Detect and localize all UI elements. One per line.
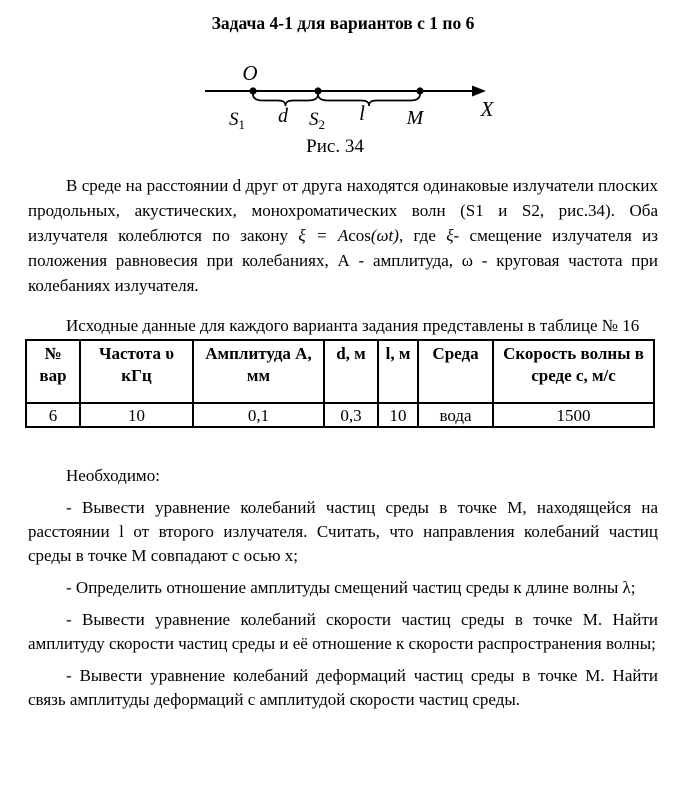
figure-label-x-axis: X: [480, 97, 494, 121]
formula-omega-t: (ωt): [370, 226, 399, 245]
header-variant-number: № вар: [26, 340, 80, 403]
formula-xi-symbol: ξ: [446, 226, 454, 245]
header-frequency: Частота υ кГц: [80, 340, 193, 403]
cell-l-m: 10: [378, 403, 418, 427]
s1-base: S: [229, 109, 239, 130]
figure-caption: Рис. 34: [306, 136, 364, 156]
axis-figure-svg: [28, 56, 658, 156]
s2-base: S: [309, 109, 319, 130]
figure-label-d: d: [278, 105, 288, 127]
figure-label-origin: O: [242, 61, 258, 85]
formula-xi-equals-a: ξ = A: [298, 226, 349, 245]
cell-frequency: 10: [80, 403, 193, 427]
axis-arrowhead-icon: [472, 86, 486, 97]
s2-subscript: 2: [318, 117, 325, 132]
table-header-row: [26, 340, 654, 403]
necessity-label: Необходимо:: [66, 466, 160, 485]
brace-segment-l: [318, 94, 420, 106]
page-title: Задача 4-1 для вариантов с 1 по 6: [211, 13, 475, 33]
figure-label-m: M: [406, 107, 424, 129]
figure-label-s1: [229, 109, 245, 132]
figure-label-s2: [309, 109, 325, 132]
header-l-m: l, м: [378, 340, 418, 403]
s1-subscript: 1: [238, 117, 245, 132]
header-d-m: d, м: [324, 340, 378, 403]
cell-variant-number: 6: [26, 403, 80, 427]
task-item-1: - Вывести уравнение колебаний частиц среды в точке М, находящейся на расстоянии l от второго излучателя. Считать, что направления колебаний частиц среды в точке М совпадают с осью х;: [28, 498, 658, 565]
task-item-2: - Определить отношение амплитуды смещений частиц среды к длине волны λ;: [66, 578, 636, 597]
intro-text-3: - смещение излучателя из положения равновесия при колебаниях, А - амплитуда, ω - круговая частота при колебаниях излучателя.: [28, 226, 658, 295]
paragraph-table-intro: Исходные данные для каждого варианта задания представлены в таблице № 16: [66, 316, 640, 335]
point-m-dot: [416, 87, 423, 94]
cell-d-m: 0,3: [324, 403, 378, 427]
variants-data-table: [25, 339, 655, 428]
intro-text-2: , где: [398, 226, 447, 245]
header-wave-speed: Скорость волны в среде с, м/с: [493, 340, 654, 403]
header-medium: Среда: [418, 340, 493, 403]
point-s1-dot: [249, 87, 256, 94]
intro-text-1: В среде на расстоянии d друг от друга находятся одинаковые излучатели плоских продольных, акустических, монохроматических волн (S1 и S2, рис.34). Оба излучателя колеблются по закону: [28, 176, 658, 245]
figure-label-l: l: [359, 101, 365, 125]
header-amplitude: Амплитуда А, мм: [193, 340, 324, 403]
cell-amplitude: 0,1: [193, 403, 324, 427]
task-item-3: - Вывести уравнение колебаний скорости частиц среды в точке М. Найти амплитуду скорости частиц среды и её отношение к скорости распространения волны;: [28, 610, 658, 653]
point-s2-dot: [314, 87, 321, 94]
task-item-4: - Вывести уравнение колебаний деформаций частиц среды в точке М. Найти связь амплитуды деформаций с амплитудой скорости частиц среды.: [28, 666, 658, 709]
cell-medium: вода: [418, 403, 493, 427]
table-row: [26, 403, 654, 427]
figure-diagram: [28, 56, 658, 156]
cell-wave-speed: 1500: [493, 403, 654, 427]
formula-cos: cos: [348, 226, 371, 245]
paragraph-intro: [28, 173, 658, 298]
